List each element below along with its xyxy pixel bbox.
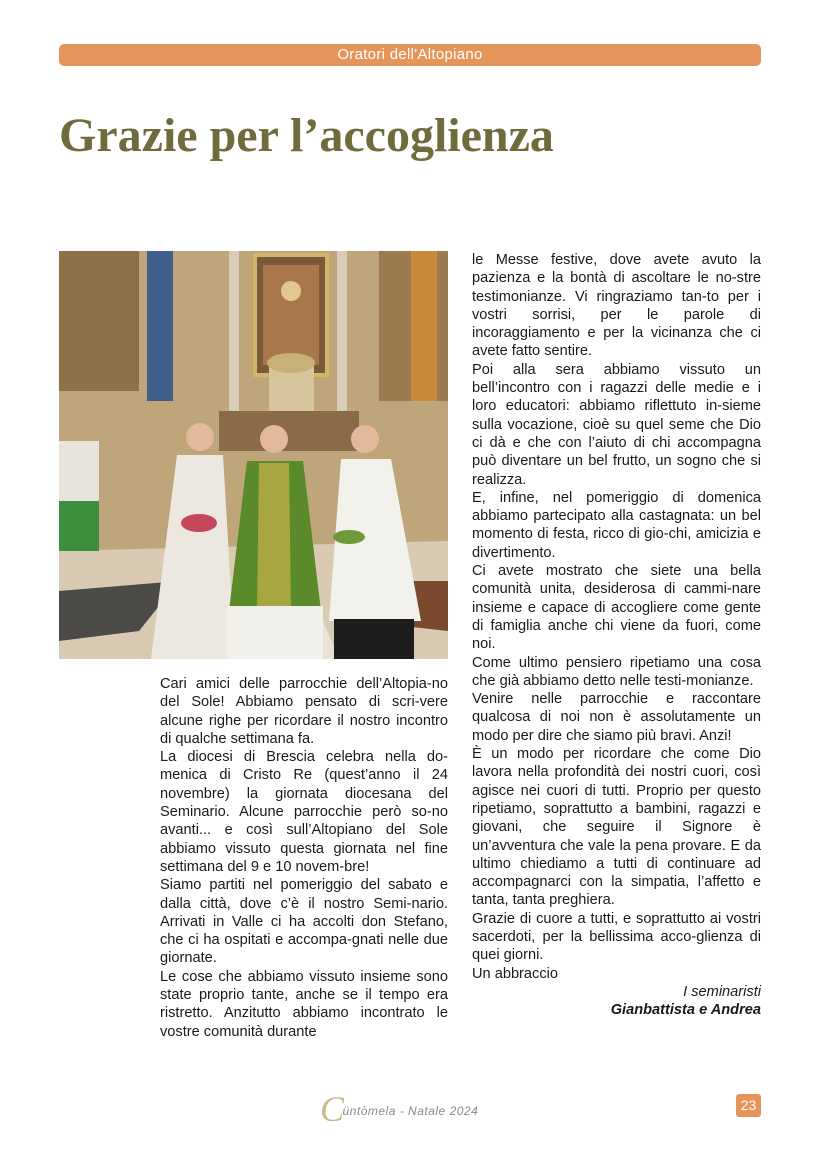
section-header-bar: [59, 44, 761, 66]
section-header-label: Oratori dell'Altopiano: [337, 46, 483, 63]
paragraph: Siamo partiti nel pomeriggio del sabato e dalla città, dove c’è il nostro Semi-nario. Arrivati in Valle ci ha accolti don Stefano, che ci ha ospitati e accompa-gnati nelle due giornate.: [160, 877, 448, 967]
magazine-name-issue: üntòmela - Natale 2024: [342, 1104, 479, 1118]
paragraph: E, infine, nel pomeriggio di domenica abbiamo partecipato alla castagnata: un bel momento di festa, ricco di gio-chi, amicizia e divertimento.: [472, 489, 761, 561]
paragraph: Poi alla sera abbiamo vissuto un bell’incontro con i ragazzi delle medie e i loro educatori: abbiamo riflettuto in-sieme sulla vocazione, cioè su quel seme che Dio ci dà e che con l’aiuto di chi accompagna può diventare un bel frutto, un sogno che si realizza.: [472, 361, 761, 488]
magazine-footer: [320, 1088, 479, 1129]
page-number: 23: [736, 1094, 761, 1117]
paragraph: È un modo per ricordare che come Dio lavora nella profondità dei nostri cuori, così agisce nei cuori di tutti. Proprio per questo ripetiamo, soprattutto a bambini, ragazzi e giovani, che seguire il Signore è un’avventura che vale la pena provare. E da ultimo chiediamo a tutti di continuare ad accompagnarci con la simpatia, l’affetto e tanta, tanta preghiera.: [472, 746, 761, 909]
paragraph: Come ultimo pensiero ripetiamo una cosa che già abbiamo detto nelle testi-monianze.: [472, 654, 761, 689]
paragraph: Ci avete mostrato che siete una bella comunità unita, desiderosa di cammi-nare insieme e capace di accogliere come gente di famiglia anche chi viene da fuori, come noi.: [472, 563, 761, 653]
magazine-logo-initial: C: [320, 1089, 345, 1129]
paragraph: le Messe festive, dove avete avuto la pazienza e la bontà di ascoltare le no-stre testimonianze. Vi ringraziamo tan-to per i vostri sorrisi, per le parole di incoraggiamento e per la vicinanza che ci avete fatto sentire.: [472, 252, 761, 360]
paragraph: Grazie di cuore a tutti, e soprattutto ai vostri sacerdoti, per la bellissima acco-glienza di quei giorni.: [472, 910, 761, 964]
article-photo: [59, 251, 448, 659]
article-text-right-column: [472, 251, 761, 1019]
paragraph: La diocesi di Brescia celebra nella do-menica di Cristo Re (quest’anno il 24 novembre) la giornata diocesana del Seminario. Alcune parrocchie però so-no avanti... e così sull’Altopiano del Sole abbiamo vissuto questa giornata nel fine settimana del 9 e 10 novem-bre!: [160, 749, 448, 875]
paragraph: Venire nelle parrocchie e raccontare qualcosa di noi non è assolutamente un modo per dire che siamo più bravi. Anzi!: [472, 691, 761, 744]
paragraph: Un abbraccio: [472, 965, 558, 982]
article-text-left-column: [160, 675, 448, 1041]
article-title: Grazie per l’accoglienza: [59, 109, 554, 162]
church-photo-illustration: [59, 251, 448, 659]
signature-role: I seminaristi: [683, 983, 761, 1000]
signature-names: Gianbattista e Andrea: [610, 1002, 761, 1019]
paragraph: Le cose che abbiamo vissuto insieme sono state proprio tante, anche se il tempo era ristretto. Anzitutto abbiamo incontrato le vostre comunità durante: [160, 968, 448, 1040]
paragraph: Cari amici delle parrocchie dell’Altopia-no del Sole! Abbiamo pensato di scri-vere alcune righe per ricordare il nostro incontro di qualche settimana fa.: [160, 676, 448, 747]
